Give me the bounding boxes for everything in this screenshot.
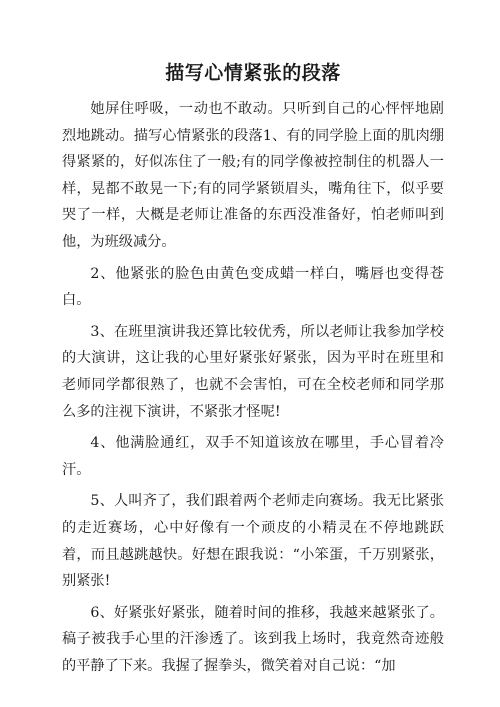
paragraph: 3、在班里演讲我还算比较优秀，所以老师让我参加学校的大演讲，这让我的心里好紧张好紧张，因为平时在班里和老师同学都很熟了，也就不会害怕，可在全校老师和同学那么多的注视下演讲，不紧张才怪呢! [62,323,444,420]
paragraph: 5、人叫齐了，我们跟着两个老师走向赛场。我无比紧张的走近赛场，心中好像有一个顽皮的小精灵在不停地跳跃着，而且越跳越快。好想在跟我说：“小笨蛋，千万别紧张，别紧张! [62,493,444,590]
paragraph: 2、他紧张的脸色由黄色变成蜡一样白，嘴唇也变得苍白。 [62,265,444,309]
document-title: 描写心情紧张的段落 [165,62,341,84]
paragraph: 6、好紧张好紧张，随着时间的推移，我越来越紧张了。稿子被我手心里的汗渗透了。该到我上场时，我竟然奇迹般的平静了下来。我握了握拳头，微笑着对自己说：“加 [62,604,444,674]
paragraph: 她屏住呼吸，一动也不敢动。只听到自己的心怦怦地剧烈地跳动。描写心情紧张的段落1、有的同学脸上面的肌肉绷得紧紧的，好似冻住了一般;有的同学像被控制住的机器人一样，晃都不敢晃一下;有的同学紧锁眉头，嘴角往下，似乎要哭了一样，大概是老师让准备的东西没准备好，怕老师叫到他，为班级减分。 [62,101,444,250]
paragraph: 4、他满脸通红，双手不知道该放在哪里，手心冒着冷汗。 [62,435,444,478]
